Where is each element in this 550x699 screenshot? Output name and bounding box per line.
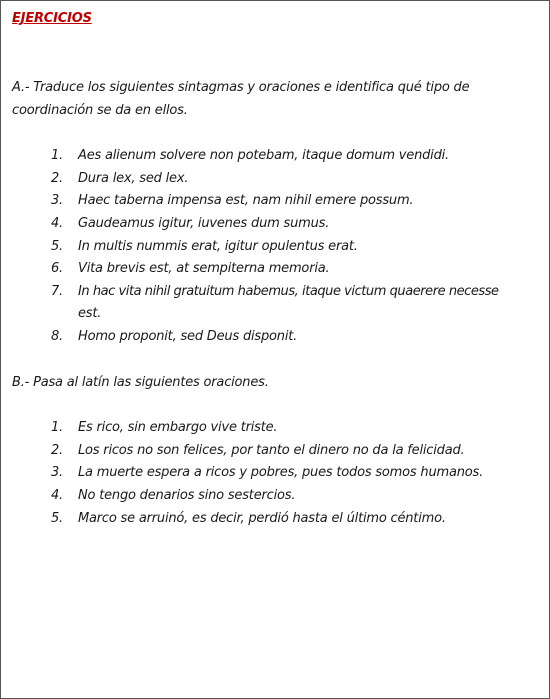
list-item-text: Los ricos no son felices, por tanto el dinero no da la felicidad.	[78, 443, 465, 458]
list-item-number: 8.	[50, 329, 63, 344]
list-item-text: Haec taberna impensa est, nam nihil emere possum.	[78, 193, 414, 208]
list-item-number: 2.	[50, 171, 63, 186]
page-title: EJERCICIOS	[12, 11, 92, 26]
list-item-text: Es rico, sin embargo vive triste.	[78, 420, 278, 435]
list-item-text: Dura lex, sed lex.	[78, 171, 189, 186]
list-item-number: 4.	[50, 488, 63, 503]
list-item-text: Homo proponit, sed Deus disponit.	[78, 329, 298, 344]
list-item-text: Aes alienum solvere non potebam, itaque domum vendidi.	[78, 148, 449, 163]
list-item-text: Marco se arruinó, es decir, perdió hasta el último céntimo.	[78, 511, 446, 526]
list-item-text: Vita brevis est, at sempiterna memoria.	[78, 261, 330, 276]
list-item-text: No tengo denarios sino sestercios.	[78, 488, 296, 503]
list-item-number: 7.	[50, 284, 63, 299]
list-item-number: 2.	[50, 443, 63, 458]
list-item-number: 1.	[50, 148, 63, 163]
list-item-number: 1.	[50, 420, 63, 435]
list-item-number: 5.	[50, 239, 63, 254]
section-b-heading: B.- Pasa al latín las siguientes oraciones.	[12, 375, 269, 390]
list-item-text-continuation: est.	[78, 306, 102, 321]
list-item-text: In multis nummis erat, igitur opulentus erat.	[78, 239, 358, 254]
list-item-number: 4.	[50, 216, 63, 231]
section-a-heading-line2: coordinación se da en ellos.	[12, 103, 188, 118]
list-item-number: 6.	[50, 261, 63, 276]
list-item-number: 3.	[50, 465, 63, 480]
list-item-number: 5.	[50, 511, 63, 526]
list-item-number: 3.	[50, 193, 63, 208]
list-item-text: Gaudeamus igitur, iuvenes dum sumus.	[78, 216, 330, 231]
section-a-heading-line1: A.- Traduce los siguientes sintagmas y oraciones e identifica qué tipo de	[12, 80, 470, 95]
list-item-text: La muerte espera a ricos y pobres, pues todos somos humanos.	[78, 465, 484, 480]
list-item-text: In hac vita nihil gratuitum habemus, itaque victum quaerere necesse	[78, 284, 499, 299]
